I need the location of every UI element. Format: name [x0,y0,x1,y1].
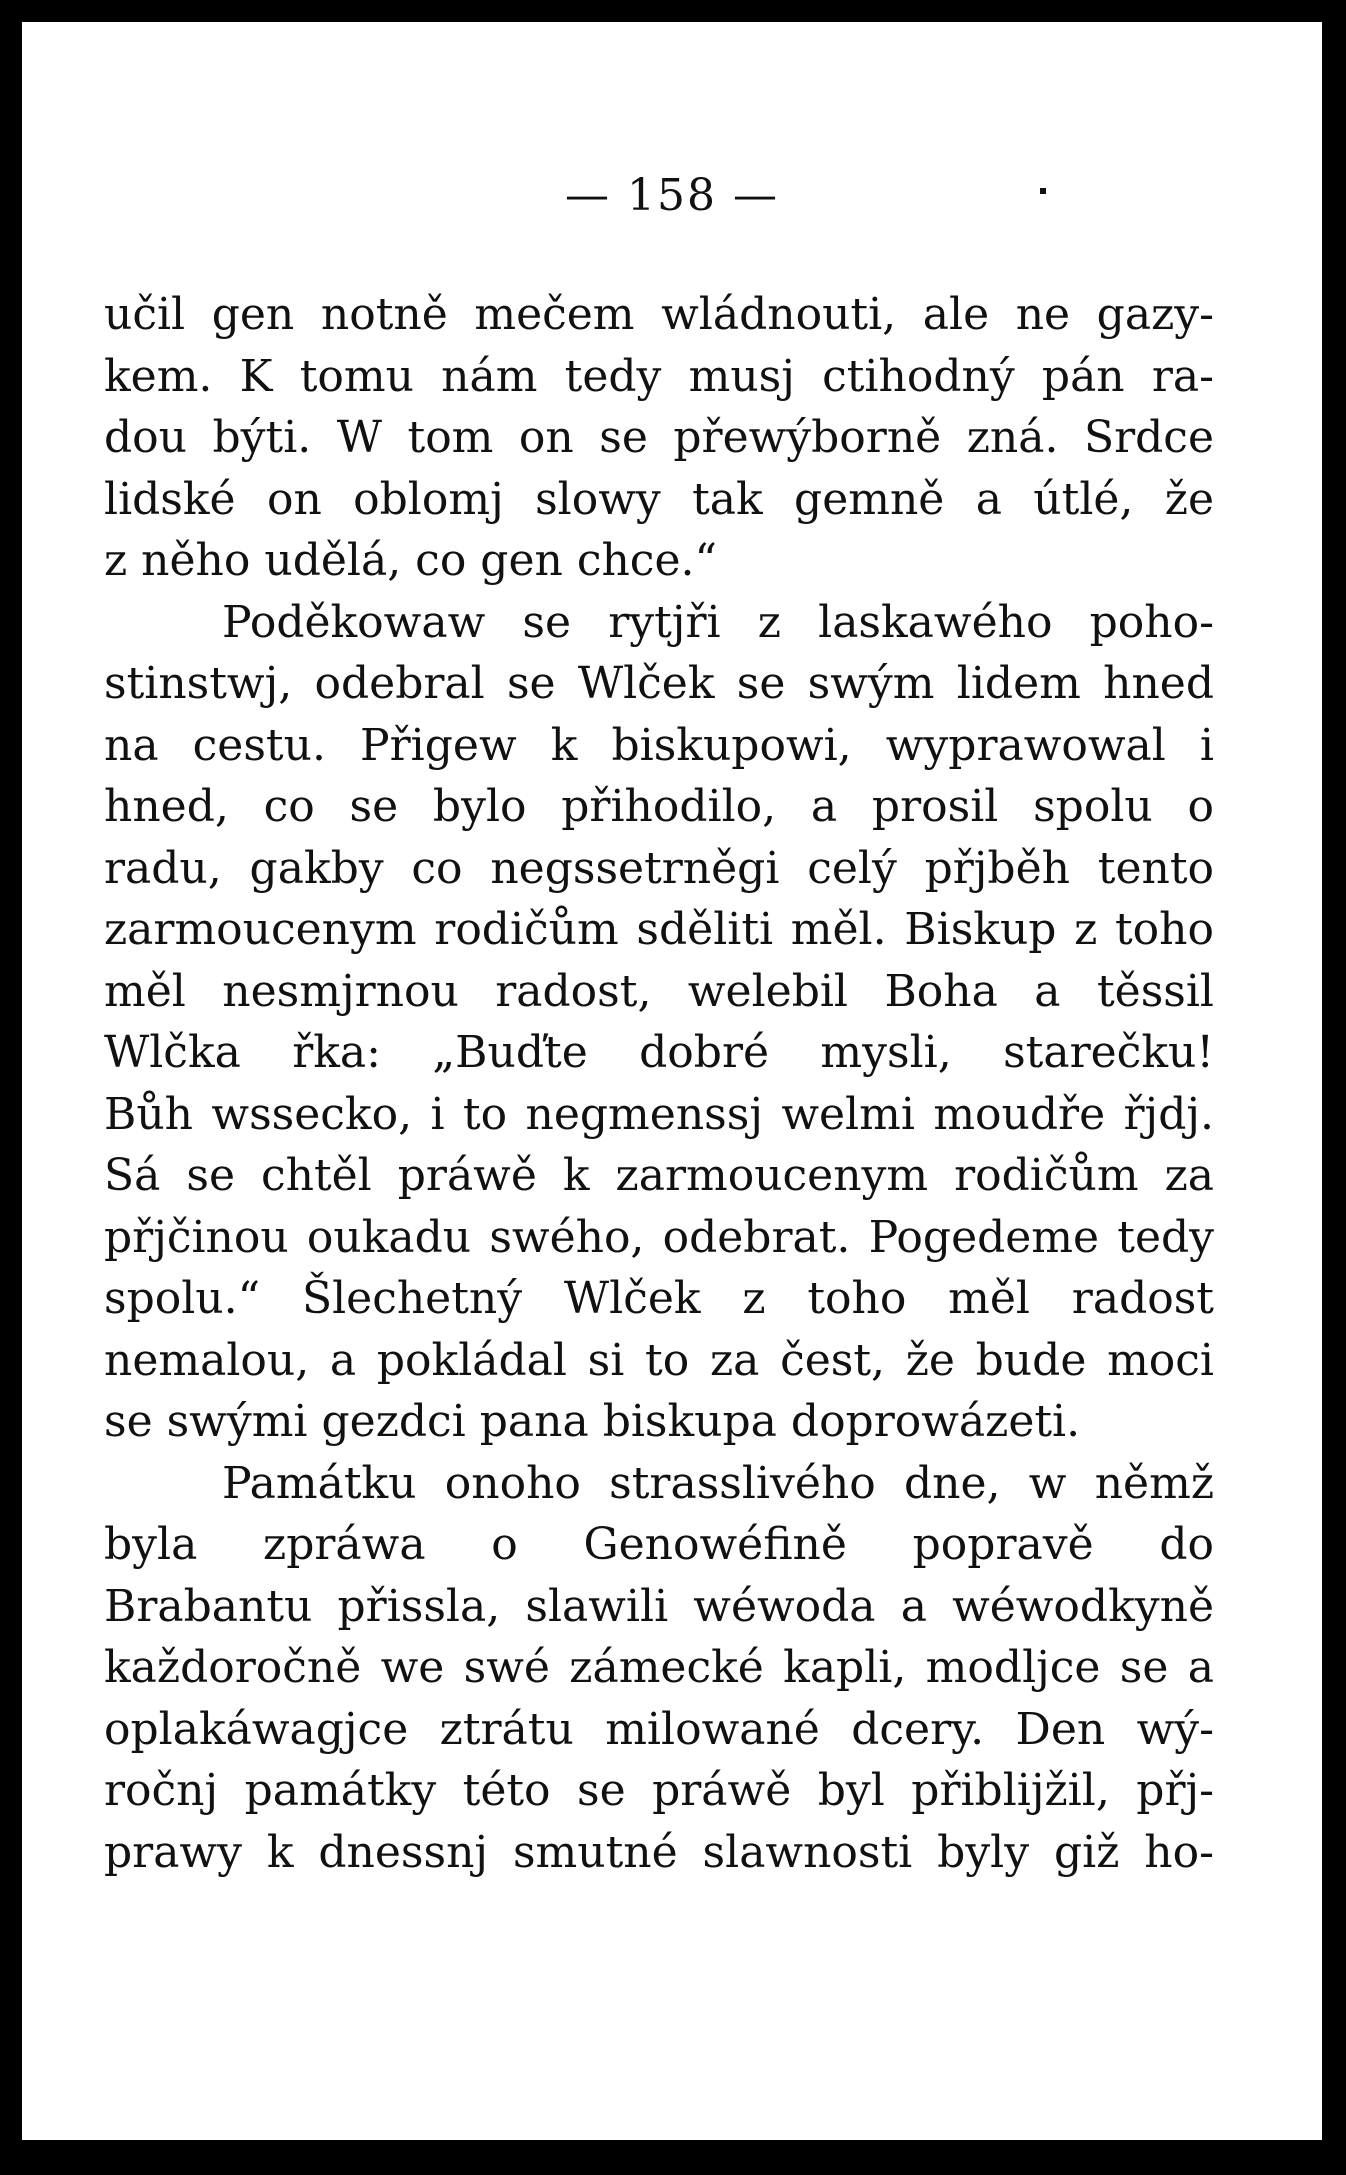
text-line: přjčinou oukadu swého, odebrat. Pogedeme tedy [104,1211,1214,1263]
text-line: učil gen notně mečem wládnouti, ale ne gazy- [104,289,1214,340]
text-line: Wlčka řka: „Buďte dobré mysli, starečku! [104,1027,1214,1078]
text-line: oplakáwagjce ztrátu milowané dcery. Den wý- [104,1703,1214,1755]
text-line: spolu.“ Šlechetný Wlček z toho měl radost [104,1273,1214,1324]
text-line: Sá se chtěl práwě k zarmoucenym rodičům za [104,1150,1214,1201]
text-line: byla zpráwa o Genowéfině popravě do [104,1519,1214,1570]
text-line: prawy k dnessnj smutné slawnosti byly giž ho- [104,1826,1214,1878]
text-line: Brabantu přissla, slawili wéwoda a wéwodkyně [104,1580,1214,1632]
text-line: kem. K tomu nám tedy musj ctihodný pán ra- [104,350,1214,402]
text-line: nemalou, a pokládal si to za čest, že bude moci [104,1334,1214,1386]
body-text [104,284,1214,1883]
text-line: z něho udělá, co gen chce.“ [104,535,717,586]
page-number: — 158 — [565,170,779,221]
text-line: stinstwj, odebral se Wlček se swým lidem hned [104,658,1214,709]
text-line: dou býti. W tom on se přewýborně zná. Srdce [104,412,1214,463]
text-line: radu, gakby co negssetrněgi celý přjběh tento [104,842,1214,894]
text-line: se swými gezdci pana biskupa doprowázeti. [104,1396,1081,1447]
text-line: Poděkowaw se rytjři z laskawého poho- [222,596,1214,648]
text-line: Památku onoho strasslivého dne, w němž [222,1457,1214,1509]
text-line: měl nesmjrnou radost, welebil Boha a těssil [104,965,1214,1017]
text-line: každoročně we swé zámecké kapli, modljce se a [104,1642,1214,1693]
text-line: ročnj památky této se práwě byl přiblijžil, přj- [104,1765,1214,1816]
text-line: Bůh wssecko, i to negmenssj welmi moudře řjdj. [104,1088,1214,1140]
text-line: na cestu. Přigew k biskupowi, wyprawowal i [104,719,1214,771]
text-line: zarmoucenym rodičům sděliti měl. Biskup z toho [104,904,1214,955]
text-line: hned, co se bylo přihodilo, a prosil spolu o [104,781,1214,832]
book-page [22,22,1322,2140]
text-line: lidské on oblomj slowy tak gemně a útlé, že [104,473,1214,525]
